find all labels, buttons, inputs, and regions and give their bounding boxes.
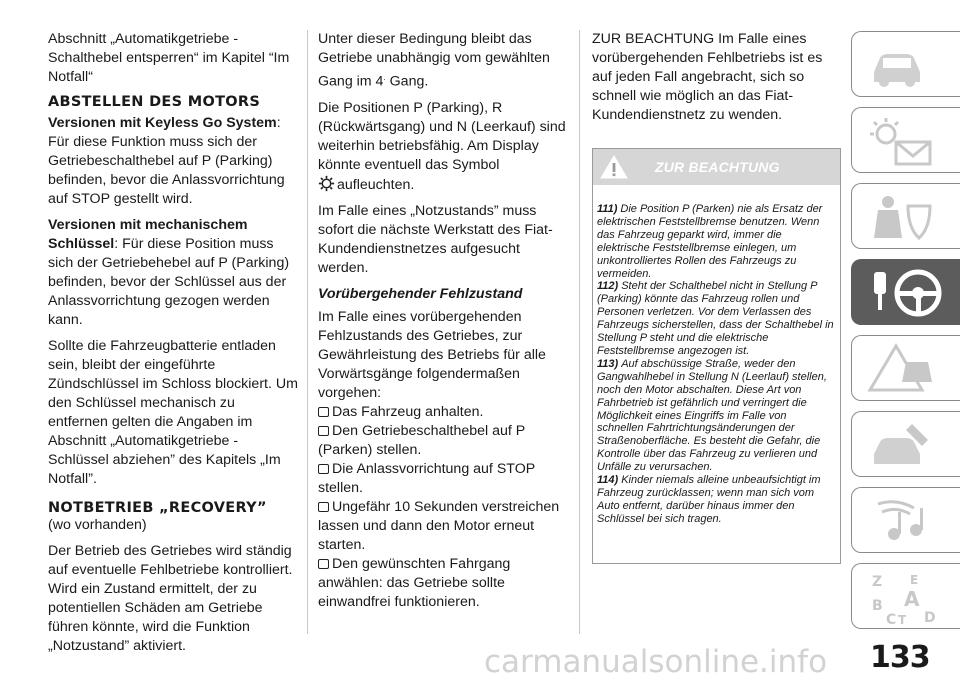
watermark: carmanualsonline.info: [484, 644, 828, 680]
paragraph-keyless: [48, 114, 298, 209]
paragraph-positions: [318, 99, 566, 195]
paragraph-gear: [318, 30, 566, 92]
warning-number: 113): [597, 357, 619, 370]
tab-maintenance[interactable]: [851, 411, 960, 477]
warning-number: 114): [597, 474, 619, 487]
list-item: [318, 498, 566, 555]
gear-superscript: .: [383, 73, 386, 82]
list-item-text: Den Getriebeschalthebel auf P (Parken) stellen.: [318, 422, 525, 458]
column-1: [48, 30, 298, 663]
warning-text: Auf abschüssige Straße, weder den Gangwahlhebel in Stellung N (Leerlauf) stellen, noch den Motor abschalten. Diese Art von Fahrbetrieb ist gefährlich und verringert die Möglichkeit eines Eingriffs im Falle von schnellen Fahrtrichtungsänderungen der Straßenoberfläche. Es besteht die Gefahr, die Kontrolle über das Fahrzeug zu verlieren und Unfälle zu verursachen.: [597, 357, 827, 474]
note-text: ZUR BEACHTUNG Im Falle eines vorübergehenden Fehlbetriebs ist es auf jeden Fall angebracht, sich so schnell wie möglich an das Fiat-Kundendienstnetz zu wenden.: [592, 31, 823, 123]
emergency-icon: [866, 342, 936, 396]
warning-number: 112): [597, 280, 619, 293]
tab-index[interactable]: [851, 563, 960, 629]
heading-temporary-fault: Vorübergehender Fehlzustand: [318, 285, 523, 302]
warning-item: [597, 280, 835, 357]
column-divider: [579, 30, 580, 634]
column-2: [318, 30, 566, 612]
tab-starting-driving[interactable]: [851, 259, 960, 325]
warning-number: 111): [597, 203, 618, 215]
warning-item: [597, 203, 835, 280]
keyless-label: Versionen mit Keyless Go System: [48, 115, 277, 131]
index-letter: T: [898, 613, 907, 627]
tab-multimedia[interactable]: [851, 487, 960, 553]
warning-header: [593, 149, 840, 185]
intro-text: Abschnitt „Automatikgetriebe - Schalthebel entsperren“ im Kapitel “Im Notfall“: [48, 31, 290, 85]
list-item: [318, 403, 566, 422]
index-letter: B: [872, 598, 883, 614]
list-item: [318, 460, 566, 498]
list-item: [318, 555, 566, 612]
checkbox-bullet-icon: [318, 426, 329, 436]
positions-end: aufleuchten.: [337, 176, 415, 193]
checkbox-bullet-icon: [318, 559, 329, 569]
keyless-text: : Für diese Funktion muss sich der Getriebeschalthebel auf P (Parking) befinden, bevor die Anlassvorrichtung auf STOP gestellt wird.: [48, 115, 285, 207]
warning-body: [593, 185, 840, 526]
starting-driving-icon: [866, 266, 946, 320]
gear-text: Unter dieser Bedingung bleibt das Getriebe unabhängig vom gewählten Gang im 4: [318, 31, 550, 90]
warning-text: Steht der Schalthebel nicht in Stellung P (Parking) könnte das Fahrzeug rollen und Personen verletzen. Vor dem Verlassen des Fahrzeugs sicherstellen, dass der Schalthebel in Stellung P steht und die elektrische Feststellbremse angezogen ist.: [597, 280, 834, 357]
maintenance-icon: [866, 418, 936, 472]
procedure-list: [318, 403, 566, 612]
index-letter: E: [910, 573, 919, 587]
index-letter: A: [904, 587, 920, 611]
paragraph-recovery: Der Betrieb des Getriebes wird ständig auf eventuelle Fehlbetriebe kontrolliert. Wird ein Zustand ermittelt, der zu potentiellen Schäden am Getriebe führen könnte, wird die Funktion „Notzustand” aktiviert.: [48, 543, 293, 654]
warning-text: Kinder niemals alleine unbeaufsichtigt im Fahrzeug zurücklassen; wenn man sich vom Auto entfernt, darüber hinaus immer den Schlüssel bei sich tragen.: [597, 474, 821, 525]
warning-text: Die Position P (Parken) nie als Ersatz der elektrischen Feststellbremse benutzen. Wenn das Fahrzeug geparkt wird, immer die elektrische Feststellbremse einlegen, um unkontrolliertes Rollen des Fahrzeugs zu vermeiden.: [597, 203, 823, 280]
paragraph-battery: Sollte die Fahrzeugbatterie entladen sein, bleibt der eingeführte Zündschlüssel im Schloss blockiert. Um den Schlüssel mechanisch zu entfernen gelten die Angaben im Abschnitt „Automatikgetriebe - Schlüssel abziehen” des Kapitels „Im Notfall”.: [48, 338, 298, 487]
tab-warning-lights[interactable]: [851, 107, 960, 173]
list-item-text: Die Anlassvorrichtung auf STOP stellen.: [318, 460, 535, 496]
gear-end: Gang.: [389, 73, 429, 90]
multimedia-icon: [866, 494, 936, 548]
index-letter: Z: [872, 574, 883, 590]
page-number: 133: [870, 640, 930, 675]
heading-abstellen: ABSTELLEN DES MOTORS: [48, 94, 261, 110]
warning-title: ZUR BEACHTUNG: [655, 159, 780, 175]
warning-triangle-icon: [599, 154, 629, 180]
paragraph-emergency: Im Falle eines „Notzustands” muss sofort die nächste Werkstatt des Fiat-Kundendienstnetzes aufgesucht werden.: [318, 202, 553, 276]
checkbox-bullet-icon: [318, 464, 329, 474]
list-item: [318, 422, 566, 460]
warning-box: [592, 148, 841, 564]
index-icon: [866, 570, 946, 628]
recovery-subtitle: (wo vorhanden): [48, 517, 147, 533]
paragraph-procedure: Im Falle eines vorübergehenden Fehlzustands des Getriebes, zur Gewährleistung des Betriebs für alle Vorwärtsgänge folgendermaßen vorgehen:: [318, 308, 546, 401]
tab-car[interactable]: [851, 31, 960, 97]
column-3: [592, 30, 840, 132]
safety-icon: [866, 190, 936, 244]
warning-item: [597, 474, 835, 526]
list-item-text: Ungefähr 10 Sekunden verstreichen lassen und dann den Motor erneut starten.: [318, 498, 560, 553]
tab-emergency[interactable]: [851, 335, 960, 401]
checkbox-bullet-icon: [318, 407, 329, 417]
heading-recovery: NOTBETRIEB „RECOVERY”: [48, 500, 267, 516]
car-icon: [866, 38, 926, 92]
checkbox-bullet-icon: [318, 502, 329, 512]
chapter-sidebar: [851, 31, 960, 631]
list-item-text: Das Fahrzeug anhalten.: [332, 403, 484, 420]
mechanical-text: : Für diese Position muss sich der Getriebehebel auf P (Parking) befinden, bevor der Schlüssel aus der Anlassvorrichtung gezogen werden kann.: [48, 236, 290, 328]
list-item-text: Den gewünschten Fahrgang anwählen: das Getriebe sollte einwandfrei funktionieren.: [318, 555, 511, 610]
column-divider: [307, 30, 308, 634]
tab-safety[interactable]: [851, 183, 960, 249]
index-letter: D: [924, 610, 936, 626]
warning-item: [597, 358, 835, 474]
mechanical-label: Versionen mit mechanischem Schlüssel: [48, 217, 248, 252]
index-letter: C: [886, 612, 897, 628]
paragraph-mechanical: [48, 216, 298, 330]
warning-lights-icon: [866, 114, 936, 168]
gearbox-fault-icon: [318, 175, 335, 192]
positions-text: Die Positionen P (Parking), R (Rückwärtsgang) und N (Leerkauf) sind weiterhin betriebsfähig. Am Display könnte eventuell das Symbol: [318, 99, 566, 173]
